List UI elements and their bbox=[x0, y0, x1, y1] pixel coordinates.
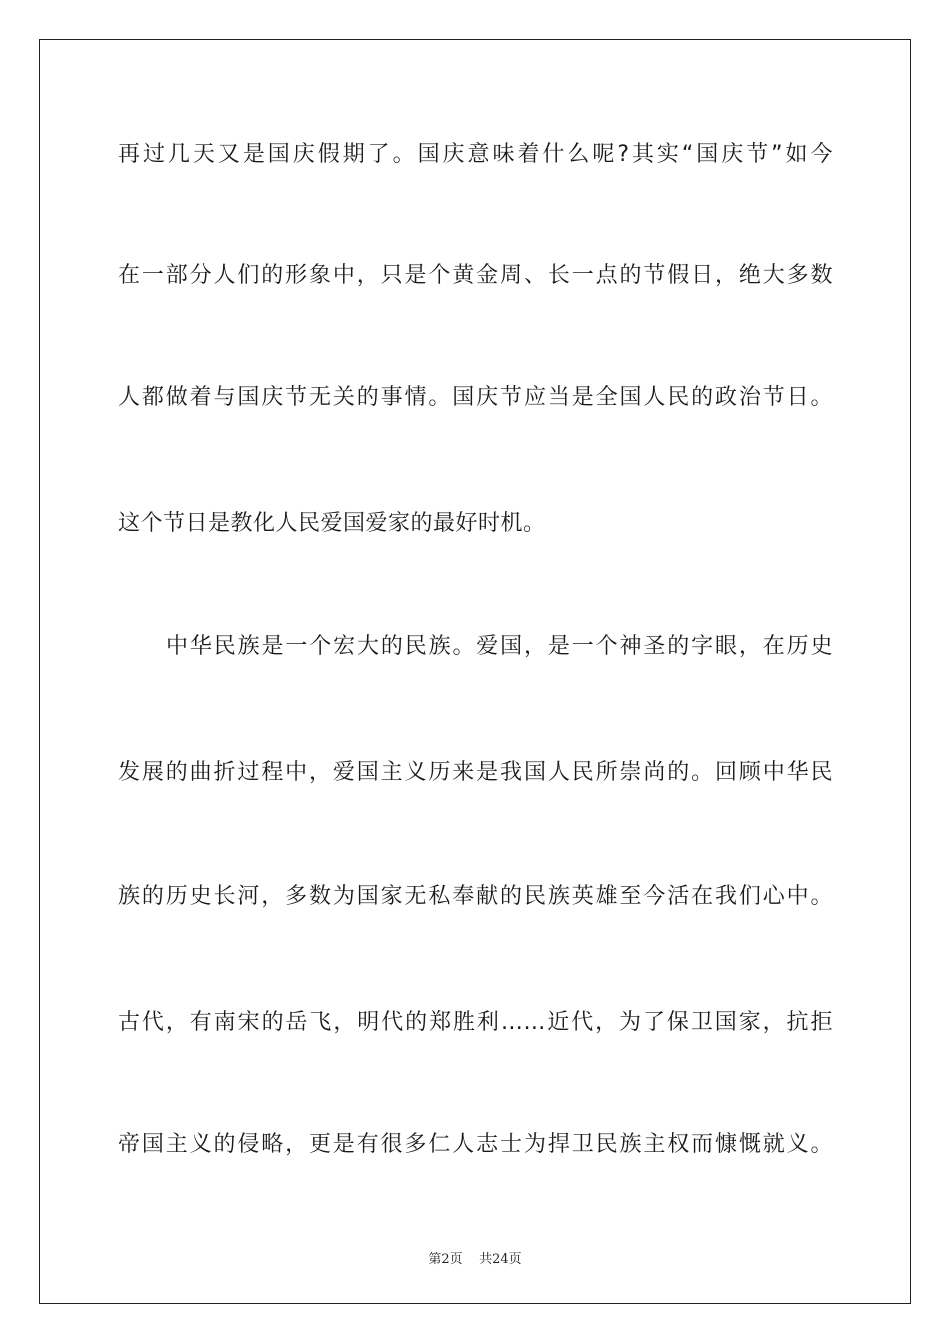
page-number: 第2页 bbox=[428, 1252, 463, 1267]
paragraph-1-line-1: 再过几天又是国庆假期了。国庆意味着什么呢?其实“国庆节”如今 bbox=[118, 142, 833, 167]
paragraph-2-line-2: 发展的曲折过程中，爱国主义历来是我国人民所崇尚的。回顾中华民 bbox=[118, 760, 833, 785]
paragraph-2-line-1: 中华民族是一个宏大的民族。爱国，是一个神圣的字眼，在历史 bbox=[166, 634, 833, 659]
page-footer bbox=[0, 1248, 950, 1267]
paragraph-1-line-3: 人都做着与国庆节无关的事情。国庆节应当是全国人民的政治节日。 bbox=[118, 385, 833, 410]
paragraph-2-line-5: 帝国主义的侵略，更是有很多仁人志士为捍卫民族主权而慷慨就义。 bbox=[118, 1132, 833, 1157]
paragraph-2-line-3: 族的历史长河，多数为国家无私奉献的民族英雄至今活在我们心中。 bbox=[118, 884, 833, 909]
paragraph-1-line-4: 这个节日是教化人民爱国爱家的最好时机。 bbox=[118, 511, 546, 536]
paragraph-1-line-2: 在一部分人们的形象中，只是个黄金周、长一点的节假日，绝大多数 bbox=[118, 263, 833, 288]
paragraph-2-line-4: 古代，有南宋的岳飞，明代的郑胜利……近代，为了保卫国家，抗拒 bbox=[118, 1010, 833, 1035]
page-border bbox=[39, 39, 911, 1304]
total-pages: 共24页 bbox=[479, 1252, 522, 1267]
